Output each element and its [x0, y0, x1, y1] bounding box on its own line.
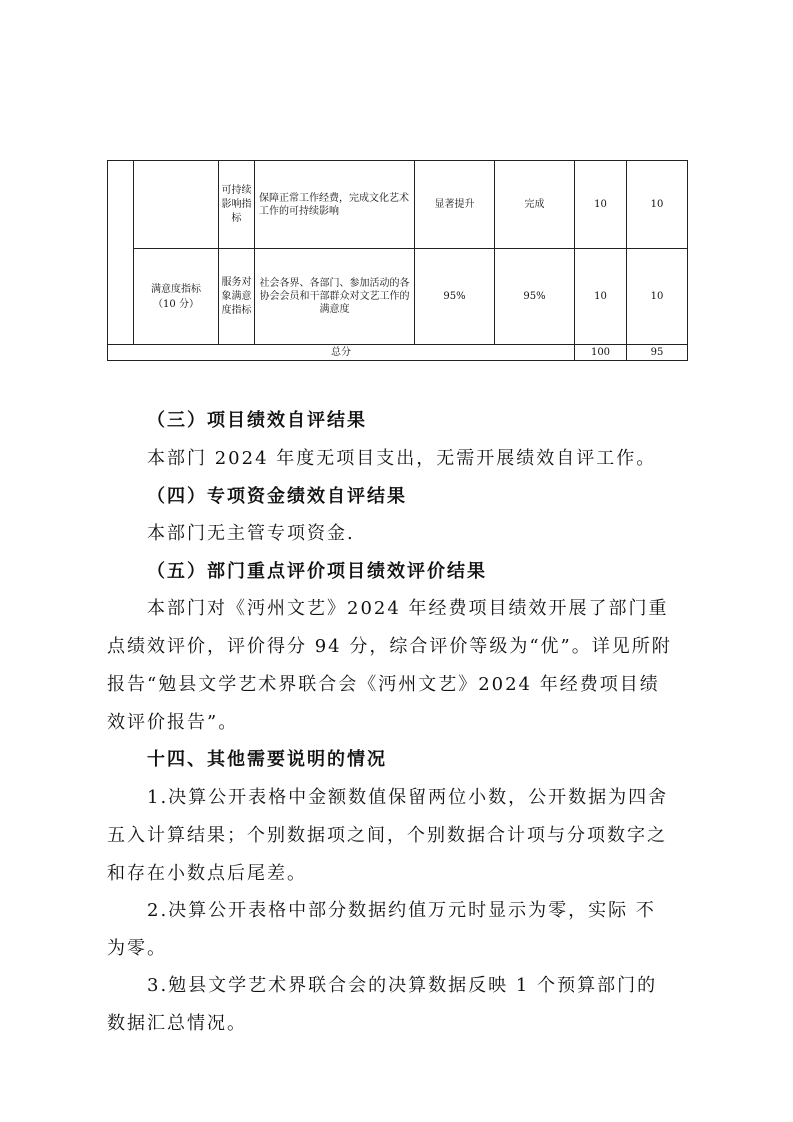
- paragraph-line: 数据汇总情况。: [107, 1013, 247, 1034]
- section-heading-key-project-eval: （五）部门重点评价项目绩效评价结果: [147, 561, 487, 582]
- table-row: [108, 161, 688, 249]
- content-cell: 社会各界、各部门、参加活动的各协会会员和干部群众对文艺工作的满意度: [255, 249, 415, 345]
- paragraph: 本部门 2024 年度无项目支出，无需开展绩效自评工作。: [147, 448, 657, 469]
- paragraph-line: 本部门对《沔州文艺》2024 年经费项目绩效开展了部门重: [147, 598, 669, 619]
- table-row: [108, 249, 688, 345]
- paragraph-line: 五入计算结果；个别数据项之间，个别数据合计项与分项数字之: [107, 825, 667, 846]
- weight-cell: 10: [575, 161, 627, 249]
- total-weight: 100: [575, 345, 627, 361]
- paragraph-line: 1.决算公开表格中金额数值保留两位小数，公开数据为四舍: [147, 787, 669, 808]
- section-heading-other-notes: 十四、其他需要说明的情况: [147, 749, 387, 770]
- score-cell: 10: [627, 249, 688, 345]
- section-heading-special-fund-eval: （四）专项资金绩效自评结果: [147, 486, 407, 507]
- section-heading-project-self-eval: （三）项目绩效自评结果: [147, 410, 367, 431]
- paragraph-line: 点绩效评价，评价得分 94 分，综合评价等级为“优”。详见所附: [107, 636, 672, 657]
- total-label: 总分: [108, 345, 575, 361]
- target-cell: 显著提升: [415, 161, 495, 249]
- paragraph: 本部门无主管专项资金.: [147, 523, 355, 544]
- actual-cell: 完成: [495, 161, 575, 249]
- paragraph-line: 为零。: [107, 938, 167, 959]
- content-cell: 保障正常工作经费，完成文化艺术工作的可持续影响: [255, 161, 415, 249]
- paragraph-line: 3.勉县文学艺术界联合会的决算数据反映 1 个预算部门的: [147, 975, 658, 996]
- metric-cell: 可持续影响指标: [219, 161, 255, 249]
- performance-table: [107, 160, 688, 361]
- weight-cell: 10: [575, 249, 627, 345]
- blank-cell: [108, 161, 134, 345]
- paragraph-line: 报告“勉县文学艺术界联合会《沔州文艺》2024 年经费项目绩: [107, 674, 660, 695]
- actual-cell: 95%: [495, 249, 575, 345]
- metric-cell: 服务对象满意度指标: [219, 249, 255, 345]
- blank-cell: [134, 161, 219, 249]
- score-cell: 10: [627, 161, 688, 249]
- paragraph-line: 和存在小数点后尾差。: [107, 863, 307, 884]
- total-score: 95: [627, 345, 688, 361]
- total-row: [108, 345, 688, 361]
- paragraph-line: 效评价报告”。: [107, 712, 239, 733]
- paragraph-line: 2.决算公开表格中部分数据约值万元时显示为零，实际 不: [147, 900, 656, 921]
- target-cell: 95%: [415, 249, 495, 345]
- category-cell: 满意度指标（10 分）: [134, 249, 219, 345]
